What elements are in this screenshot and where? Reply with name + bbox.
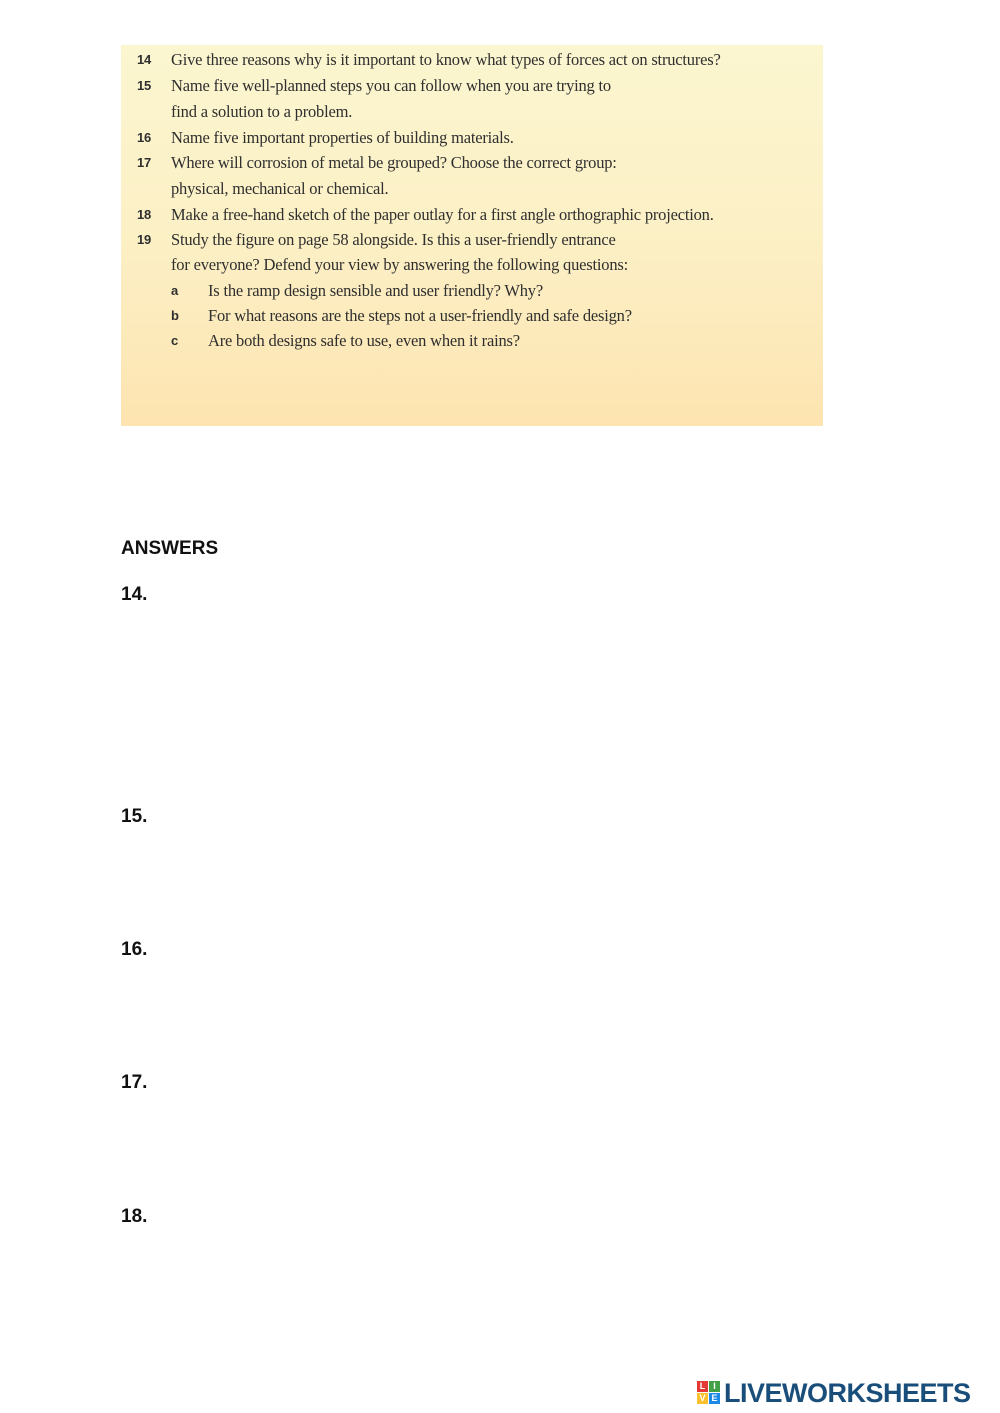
question-number: 19	[137, 232, 152, 247]
question-number: 17	[137, 155, 152, 170]
logo-letter-e: E	[709, 1393, 720, 1404]
logo-letter-v: V	[697, 1393, 708, 1404]
question-text: Give three reasons why is it important to know what types of forces act on structures?	[171, 50, 721, 69]
brand-name: LIVEWORKSHEETS	[724, 1377, 971, 1408]
answer-label-14: 14.	[121, 584, 148, 605]
subquestion-text: Is the ramp design sensible and user friendly? Why?	[208, 281, 543, 300]
answer-label-18: 18.	[121, 1206, 148, 1227]
question-number: 18	[137, 207, 152, 222]
question-text: Name five well-planned steps you can follow when you are trying to	[171, 76, 611, 95]
question-number: 14	[137, 52, 152, 67]
liveworksheets-logo	[697, 1378, 997, 1408]
answer-label-17: 17.	[121, 1072, 148, 1093]
logo-letter-l: L	[697, 1381, 708, 1392]
question-number: 16	[137, 130, 152, 145]
subquestion-text: Are both designs safe to use, even when it rains?	[208, 331, 520, 350]
answer-label-15: 15.	[121, 806, 148, 827]
question-text: physical, mechanical or chemical.	[171, 179, 389, 198]
subquestion-text: For what reasons are the steps not a user-friendly and safe design?	[208, 306, 632, 325]
subquestion-letter: b	[171, 308, 179, 323]
question-box	[121, 45, 823, 426]
logo-letter-i: I	[709, 1381, 720, 1392]
liveworksheets-logo-icon	[697, 1381, 721, 1405]
subquestion-letter: a	[171, 283, 179, 298]
answers-heading: ANSWERS	[121, 538, 219, 559]
question-text: for everyone? Defend your view by answering the following questions:	[171, 255, 628, 274]
question-text: Name five important properties of building materials.	[171, 128, 514, 147]
question-text: Where will corrosion of metal be grouped? Choose the correct group:	[171, 153, 617, 172]
question-text: Make a free-hand sketch of the paper outlay for a first angle orthographic projection.	[171, 205, 714, 224]
answer-label-16: 16.	[121, 939, 148, 960]
question-text: find a solution to a problem.	[171, 102, 353, 121]
subquestion-letter: c	[171, 333, 179, 348]
question-text: Study the figure on page 58 alongside. Is this a user-friendly entrance	[171, 230, 616, 249]
question-number: 15	[137, 78, 152, 93]
